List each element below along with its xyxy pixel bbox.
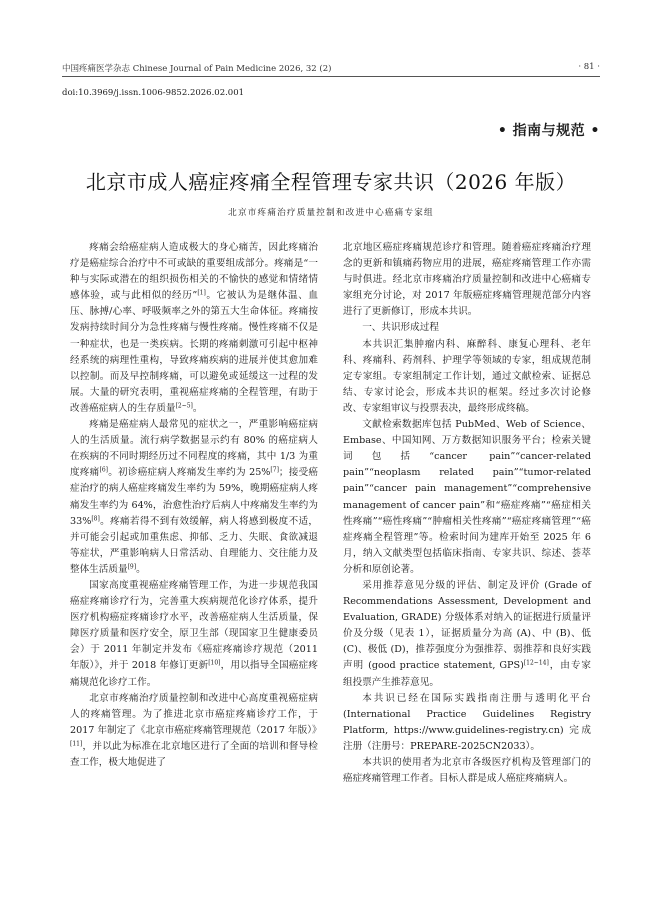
paragraph: 本共识的使用者为北京市各级医疗机构及管理部门的癌症疼痛管理工作者。目标人群是成人癌症疼痛病人。 <box>343 757 591 785</box>
article-authors: 北京市疼痛治疗质量控制和改进中心癌痛专家组 <box>228 208 434 218</box>
journal-name: 中国疼痛医学杂志 Chinese Journal of Pain Medicine 2026, 32 (2) <box>62 64 332 74</box>
citation: [2~5] <box>175 402 193 410</box>
header-divider <box>62 76 600 77</box>
paragraph: 采用推荐意见分级的评估、制定及评价 (Grade of Recommendations Assessment, Development and Evaluation, GRADE) 分级体系对纳入的证据进行质量评价及分级（见表 1），证据质量分为高 (A)、中 (B)、低 (C)、极低 (D)，推荐强度分为强推荐、弱推荐和良好实践声明 (good practice statement, GPS)[12~14]，由专家组投票产生推荐意见。 <box>343 579 591 688</box>
paragraph: 本共识汇集肿瘤内科、麻醉科、康复心理科、老年科、疼痛科、药剂科、护理学等领域的专家，组成规范制定专家组。专家组制定工作计划，通过文献检索、证据总结、专家讨论会，形成本共识的框架。经过多次讨论修改、专家组审议与投票表决，最终形成终稿。 <box>343 338 591 414</box>
citation: [8] <box>91 515 100 522</box>
citation: [1] <box>197 289 206 297</box>
citation: [7] <box>270 466 279 474</box>
citation: [10] <box>208 659 221 667</box>
citation: [9] <box>127 563 137 571</box>
page-number: · 81 · <box>578 62 600 72</box>
paragraph: 文献检索数据库包括 PubMed、Web of Science、Embase、中国知网、万方数据知识服务平台；检索关键词包括“cancer pain”“cancer-related pain”“neoplasm related pain”“tumor-related pain”“cancer pain management”“comprehensive management of cancer pain”和“癌症疼痛”“癌症相关性疼痛”“癌性疼痛”“肿瘤相关性疼痛”“癌症疼痛管理”“癌症疼痛全程管理”等。检索时间为建库开始至 2025 年 6 月，纳入文献类型包括临床指南、专家共识、综述、荟萃分析和原创论著。 <box>343 419 591 575</box>
paragraph: 疼痛会给癌症病人造成极大的身心痛苦，因此疼痛治疗是癌症综合治疗中不可或缺的重要组成部分。疼痛是“一种与实际或潜在的组织损伤相关的不愉快的感觉和情绪情感体验，或与此相似的经历”[1]。它被认为是继体温、血压、脉搏/心率、呼吸频率之外的第五大生命体征。疼痛按发病持续时间分为急性疼痛与慢性疼痛。慢性疼痛不仅是一种症状，也是一类疾病。长期的疼痛刺激可引起中枢神经系统的病理性重构，导致疼痛疾病的进展并使其愈加难以控制。而及早控制疼痛，可以避免或延缓这一过程的发展。大量的研究表明，重视癌症疼痛的全程管理，有助于改善癌症病人的生存质量[2~5]。 <box>70 242 319 414</box>
paragraph: 北京地区癌症疼痛规范诊疗和管理。随着癌症疼痛治疗理念的更新和镇痛药物应用的进展，癌症疼痛管理工作亦需与时俱进。经北京市疼痛治疗质量控制和改进中心癌痛专家组充分讨论，对 2017 年版癌症疼痛管理规范部分内容进行了更新修订，形成本共识。 <box>343 242 591 318</box>
citation: [11] <box>70 740 83 748</box>
section-tag: • 指南与规范 • <box>497 123 600 139</box>
article-title: 北京市成人癌症疼痛全程管理专家共识（2026 年版） <box>85 170 577 194</box>
citation: [12~14] <box>523 659 549 667</box>
paragraph: 北京市疼痛治疗质量控制和改进中心高度重视癌症病人的疼痛管理。为了推进北京市癌症疼痛诊疗工作，于 2017 年制定了《北京市癌症疼痛管理规范（2017 年版）》[11]，并以此为标准在北京地区进行了全面的培训和督导检查工作，极大地促进了 <box>70 692 322 768</box>
section-heading: 一、共识形成过程 <box>362 322 439 334</box>
right-column <box>343 240 591 787</box>
citation: [6] <box>99 466 108 474</box>
left-column <box>70 240 322 771</box>
paragraph: 国家高度重视癌症疼痛管理工作，为进一步规范我国癌症疼痛诊疗行为，完善重大疾病规范化诊疗体系，提升医疗机构癌症疼痛诊疗水平，改善癌症病人生活质量，保障医疗质量和医疗安全，原卫生部（现国家卫生健康委员会）于 2011 年制定并发布《癌症疼痛诊疗规范（2011 年版）》，并于 2018 年修订更新[10]，用以指导全国癌症疼痛规范化诊疗工作。 <box>70 579 319 688</box>
paragraph: 本共识已经在国际实践指南注册与透明化平台 (International Practice Guidelines Registry Platform, https://www.guidelines-registry.cn) 完成注册（注册号：PREPARE-2025CN2033）。 <box>343 692 591 752</box>
doi: doi:10.3969/j.issn.1006-9852.2026.02.001 <box>62 88 245 98</box>
paragraph: 疼痛是癌症病人最常见的症状之一，严重影响癌症病人的生活质量。流行病学数据显示约有 80% 的癌症病人在疾病的不同时期经历过不同程度的疼痛，其中 1/3 为重度疼痛[6]。初诊癌症病人疼痛发生率约为 25%[7]；接受癌症治疗的病人癌症疼痛发生率约为 59%，晚期癌症病人疼痛发生率约为 64%，治愈性治疗后病人中疼痛发生率约为 33%[8]。疼痛若得不到有效缓解，病人将感到极度不适，并可能会引起或加重焦虑、抑郁、乏力、失眠、食欲减退等症状，严重影响病人日常活动、自理能力、交往能力及整体生活质量[9]。 <box>70 419 318 575</box>
